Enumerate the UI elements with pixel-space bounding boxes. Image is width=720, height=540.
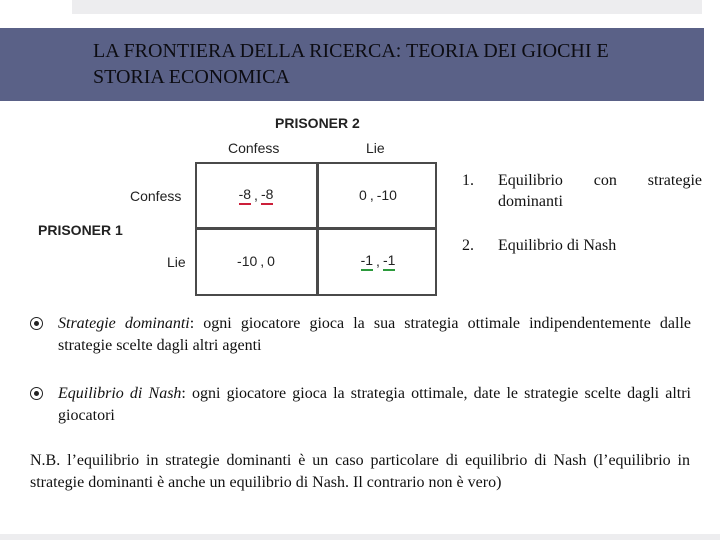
payoff-p2: 0 bbox=[267, 253, 275, 269]
definition-text: : ogni giocatore gioca la sua strategia ottimale indipendentemente dalle strategie scelte dagli altri agenti bbox=[58, 315, 692, 354]
bottom-decoration-strip bbox=[0, 534, 720, 540]
list-item-number: 2. bbox=[462, 237, 474, 254]
definition-text: : ogni giocatore gioca la strategia ottimale, date le strategie scelte dagli altri giocatori bbox=[58, 385, 691, 424]
definition-bullet bbox=[28, 313, 691, 357]
payoff-p1: -10 bbox=[237, 253, 258, 269]
payoff-cell-lie-confess: -10 , 0 bbox=[237, 253, 275, 269]
payoff-grid bbox=[195, 162, 437, 296]
column-strategy-lie: Lie bbox=[366, 140, 385, 156]
list-item-text: Equilibrio di Nash bbox=[498, 237, 617, 254]
definition-term: Equilibrio di Nash bbox=[58, 385, 182, 402]
payoff-p2: -8 bbox=[261, 186, 273, 205]
payoff-p1: -1 bbox=[361, 252, 373, 271]
payoff-p1: -8 bbox=[239, 186, 251, 205]
definition-term: Strategie dominanti bbox=[58, 315, 190, 332]
definitions-list bbox=[28, 313, 691, 427]
column-strategy-confess: Confess bbox=[228, 140, 280, 156]
row-strategy-lie: Lie bbox=[167, 254, 186, 270]
row-strategy-confess: Confess bbox=[130, 188, 182, 204]
note-paragraph: N.B. l’equilibrio in strategie dominanti è un caso particolare di equilibrio di Nash (l’equilibrio in strategie dominanti è anche un equilibrio di Nash. Il contrario non è vero) bbox=[30, 452, 690, 491]
list-item bbox=[462, 235, 702, 256]
circle-bullet-icon bbox=[30, 387, 43, 400]
payoff-p2: -10 bbox=[376, 187, 397, 203]
row-player-label: PRISONER 1 bbox=[38, 222, 123, 238]
payoff-cell-lie-lie: -1 , -1 bbox=[360, 251, 396, 269]
payoff-matrix-figure bbox=[0, 100, 450, 300]
payoff-p2: -1 bbox=[383, 252, 395, 271]
list-item-number: 1. bbox=[462, 172, 474, 189]
slide-title: LA FRONTIERA DELLA RICERCA: TEORIA DEI GIOCHI E STORIA ECONOMICA bbox=[93, 40, 609, 88]
column-player-label: PRISONER 2 bbox=[275, 115, 360, 131]
top-decoration-strip bbox=[72, 0, 702, 14]
equilibrium-types-list bbox=[462, 170, 702, 279]
list-item-text: Equilibrio con strategie dominanti bbox=[498, 172, 702, 210]
list-item bbox=[462, 170, 702, 212]
circle-bullet-icon bbox=[30, 317, 43, 330]
payoff-cell-confess-confess: -8 , -8 bbox=[238, 185, 274, 203]
definition-bullet bbox=[28, 383, 691, 427]
payoff-cell-confess-lie: 0 , -10 bbox=[359, 187, 397, 203]
payoff-p1: 0 bbox=[359, 187, 367, 203]
